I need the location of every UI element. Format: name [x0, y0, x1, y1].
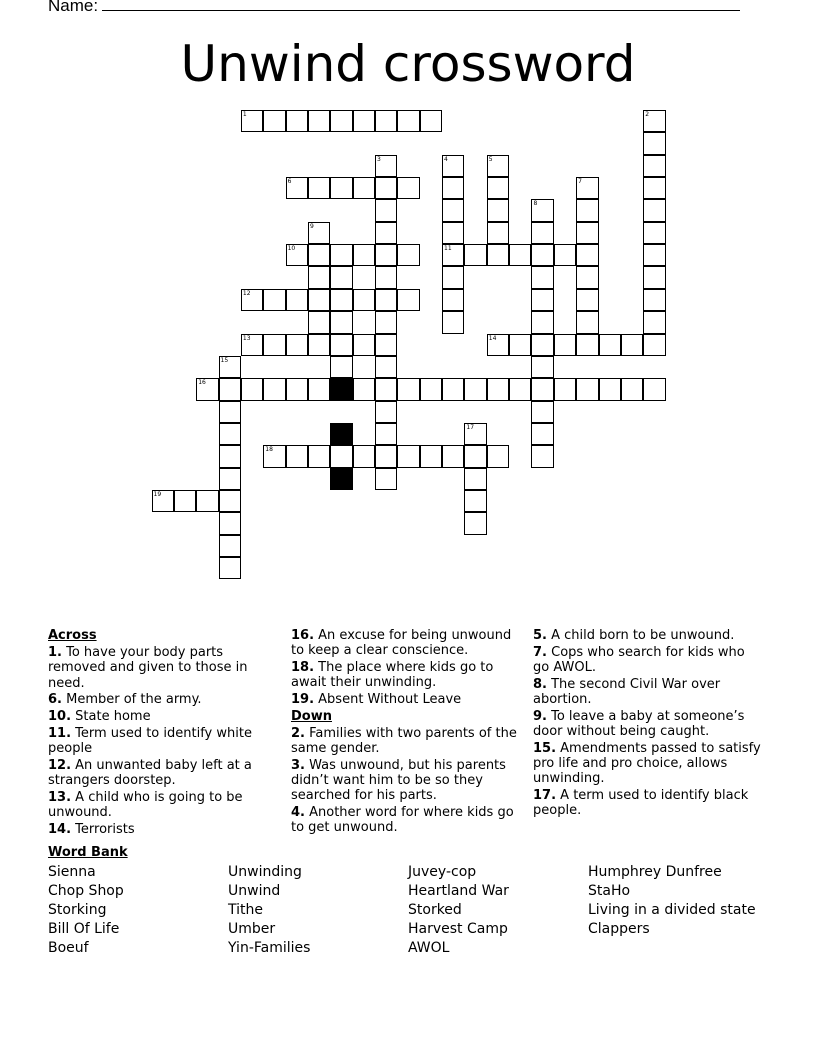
clue-number: 16 — [198, 379, 206, 387]
clue-item-text: Cops who search for kids who go AWOL. — [533, 644, 745, 675]
grid-cell[interactable] — [286, 334, 308, 356]
word-bank-item: Living in a divided state — [588, 902, 756, 918]
clue-item-text: The second Civil War over abortion. — [533, 676, 721, 707]
clue-number: 4 — [444, 155, 448, 163]
clue-number: 5 — [488, 155, 493, 163]
grid-cell[interactable] — [487, 334, 509, 356]
grid-cell[interactable] — [576, 311, 598, 333]
grid-cell[interactable] — [464, 378, 486, 400]
word-bank-item: Tithe — [228, 902, 263, 918]
grid-cell[interactable] — [263, 378, 285, 400]
word-bank-column — [408, 863, 588, 958]
grid-cell[interactable] — [442, 222, 464, 244]
word-bank-heading: Word Bank — [48, 845, 128, 860]
grid-cell[interactable] — [241, 334, 263, 356]
grid-cell[interactable] — [263, 110, 285, 132]
grid-cell[interactable] — [397, 177, 419, 199]
clue-item — [533, 628, 763, 643]
grid-cell[interactable] — [375, 378, 397, 400]
grid-cell[interactable] — [219, 512, 241, 534]
grid-cell[interactable] — [576, 266, 598, 288]
word-bank-item: Humphrey Dunfree — [588, 864, 722, 880]
grid-cell[interactable] — [219, 468, 241, 490]
grid-cell[interactable] — [330, 266, 352, 288]
grid-cell[interactable] — [353, 244, 375, 266]
grid-cell[interactable] — [330, 110, 352, 132]
grid-cell[interactable] — [219, 535, 241, 557]
clue-number: 13 — [242, 334, 251, 342]
word-bank-item: Chop Shop — [48, 883, 124, 899]
grid-cell[interactable] — [397, 244, 419, 266]
clue-item — [48, 758, 270, 788]
grid-cell[interactable] — [621, 334, 643, 356]
grid-cell[interactable] — [442, 445, 464, 467]
grid-cell[interactable] — [308, 222, 330, 244]
grid-cell[interactable] — [442, 244, 464, 266]
clue-item-text: Terrorists — [71, 822, 135, 837]
grid-cell[interactable] — [308, 311, 330, 333]
grid-cell[interactable] — [353, 445, 375, 467]
grid-cell[interactable] — [576, 334, 598, 356]
grid-cell[interactable] — [442, 155, 464, 177]
grid-cell[interactable] — [531, 378, 553, 400]
clue-item-number: 11. — [48, 726, 72, 741]
grid-cell[interactable] — [397, 110, 419, 132]
grid-cell[interactable] — [554, 334, 576, 356]
grid-cell[interactable] — [330, 177, 352, 199]
grid-cell[interactable] — [576, 222, 598, 244]
grid-cell[interactable] — [286, 445, 308, 467]
grid-cell[interactable] — [308, 177, 330, 199]
clue-item — [291, 726, 517, 756]
grid-block — [330, 423, 352, 445]
clue-number: 19 — [153, 490, 162, 498]
grid-cell[interactable] — [375, 199, 397, 221]
grid-cell[interactable] — [241, 378, 263, 400]
clue-item — [48, 692, 270, 707]
grid-cell[interactable] — [442, 199, 464, 221]
clue-number: 3 — [377, 155, 381, 163]
grid-cell[interactable] — [375, 110, 397, 132]
clue-item — [291, 660, 517, 690]
grid-cell[interactable] — [152, 490, 174, 512]
grid-cell[interactable] — [397, 378, 419, 400]
grid-cell[interactable] — [263, 445, 285, 467]
grid-cell[interactable] — [420, 110, 442, 132]
clue-number: 17 — [466, 423, 475, 431]
grid-cell[interactable] — [576, 289, 598, 311]
clue-number: 12 — [242, 289, 251, 297]
grid-cell[interactable] — [353, 334, 375, 356]
grid-cell[interactable] — [219, 378, 241, 400]
across-heading: Across — [48, 628, 97, 643]
grid-cell[interactable] — [576, 199, 598, 221]
grid-cell[interactable] — [442, 378, 464, 400]
grid-cell[interactable] — [464, 423, 486, 445]
grid-cell[interactable] — [308, 334, 330, 356]
grid-cell[interactable] — [219, 557, 241, 579]
grid-cell[interactable] — [330, 289, 352, 311]
clue-number: 8 — [533, 200, 538, 208]
word-bank-item: Umber — [228, 921, 276, 937]
grid-cell[interactable] — [531, 244, 553, 266]
clue-item-text: Amendments passed to satisfy pro life and pro choice, allows unwinding. — [533, 740, 761, 787]
clue-number: 11 — [444, 245, 452, 253]
grid-block — [330, 378, 352, 400]
grid-cell[interactable] — [643, 311, 665, 333]
clue-item-number: 1. — [48, 645, 62, 661]
clue-item — [533, 709, 763, 739]
grid-cell[interactable] — [531, 199, 553, 221]
clue-number: 18 — [265, 446, 273, 454]
name-label: Name: — [48, 0, 99, 15]
grid-cell[interactable] — [219, 445, 241, 467]
word-bank-item: Juvey-cop — [408, 864, 477, 880]
grid-cell[interactable] — [643, 266, 665, 288]
grid-cell[interactable] — [531, 311, 553, 333]
clue-item — [48, 790, 270, 820]
grid-cell[interactable] — [487, 222, 509, 244]
grid-cell[interactable] — [375, 311, 397, 333]
clue-item-text: Families with two parents of the same gender. — [291, 726, 517, 757]
grid-block — [330, 468, 352, 490]
grid-cell[interactable] — [509, 334, 531, 356]
grid-cell[interactable] — [554, 378, 576, 400]
grid-cell[interactable] — [464, 445, 486, 467]
grid-cell[interactable] — [464, 468, 486, 490]
grid-cell[interactable] — [487, 199, 509, 221]
clue-item-text: Was unwound, but his parents didn’t want him to be so they searched for his parts. — [291, 758, 506, 804]
clue-item-number: 16. — [291, 628, 315, 643]
clue-item-text: Another word for where kids go to get unwound. — [291, 805, 514, 836]
clue-item-text: Member of the army. — [61, 692, 202, 708]
clue-item-text: A child born to be unwound. — [546, 628, 735, 643]
grid-cell[interactable] — [576, 378, 598, 400]
clue-number: 9 — [309, 222, 314, 230]
grid-cell[interactable] — [420, 445, 442, 467]
grid-cell[interactable] — [643, 289, 665, 311]
grid-cell[interactable] — [576, 177, 598, 199]
clue-item — [533, 788, 763, 818]
grid-cell[interactable] — [375, 334, 397, 356]
grid-cell[interactable] — [353, 289, 375, 311]
name-field — [48, 0, 748, 16]
word-bank-item: Yin-Families — [228, 940, 311, 956]
grid-cell[interactable] — [397, 289, 419, 311]
clue-number: 10 — [287, 245, 296, 253]
clue-item-text: An excuse for being unwound to keep a clear conscience. — [291, 628, 512, 659]
grid-cell[interactable] — [308, 110, 330, 132]
clue-number: 2 — [645, 111, 650, 118]
word-bank-item: Sienna — [48, 864, 96, 880]
grid-cell[interactable] — [286, 289, 308, 311]
grid-cell[interactable] — [241, 110, 263, 132]
grid-cell[interactable] — [643, 378, 665, 400]
grid-cell[interactable] — [643, 222, 665, 244]
grid-cell[interactable] — [531, 423, 553, 445]
clue-item-text: Term used to identify white people — [48, 726, 252, 757]
clue-item-text: The place where kids go to await their unwinding. — [291, 660, 494, 691]
grid-cell[interactable] — [375, 222, 397, 244]
grid-cell[interactable] — [487, 244, 509, 266]
grid-cell[interactable] — [375, 177, 397, 199]
grid-cell[interactable] — [308, 266, 330, 288]
grid-cell[interactable] — [174, 490, 196, 512]
grid-cell[interactable] — [375, 468, 397, 490]
grid-cell[interactable] — [487, 155, 509, 177]
grid-cell[interactable] — [487, 378, 509, 400]
clue-item-text: A term used to identify black people. — [533, 788, 749, 819]
grid-cell[interactable] — [286, 177, 308, 199]
word-bank-item: AWOL — [408, 940, 450, 956]
clue-item — [533, 645, 763, 675]
grid-cell[interactable] — [531, 356, 553, 378]
clue-item-text: To leave a baby at someone’s door without being caught. — [533, 708, 745, 739]
grid-cell[interactable] — [464, 244, 486, 266]
clue-item-number: 15. — [533, 740, 557, 756]
grid-cell[interactable] — [308, 378, 330, 400]
grid-cell[interactable] — [643, 244, 665, 266]
grid-cell[interactable] — [263, 334, 285, 356]
clue-item-number: 3. — [291, 758, 305, 773]
grid-cell[interactable] — [219, 490, 241, 512]
grid-cell[interactable] — [487, 445, 509, 467]
clue-item — [48, 726, 270, 756]
grid-cell[interactable] — [576, 244, 598, 266]
grid-cell[interactable] — [375, 401, 397, 423]
grid-cell[interactable] — [643, 199, 665, 221]
clue-number: 1 — [242, 111, 247, 118]
clue-item — [48, 822, 270, 837]
grid-cell[interactable] — [330, 244, 352, 266]
word-bank-item: Boeuf — [48, 940, 89, 956]
clue-item-number: 7. — [533, 644, 547, 660]
grid-cell[interactable] — [375, 244, 397, 266]
grid-cell[interactable] — [464, 490, 486, 512]
grid-cell[interactable] — [308, 244, 330, 266]
grid-cell[interactable] — [286, 110, 308, 132]
grid-cell[interactable] — [464, 512, 486, 534]
clue-item-number: 5. — [533, 628, 547, 643]
clue-number: 15 — [220, 356, 229, 364]
clue-item-number: 18. — [291, 660, 315, 675]
clue-item — [291, 805, 517, 835]
clue-item — [48, 645, 270, 691]
word-bank-item: StaHo — [588, 883, 631, 899]
clue-item — [533, 741, 763, 787]
grid-cell[interactable] — [531, 401, 553, 423]
clue-item-number: 12. — [48, 758, 72, 773]
grid-cell[interactable] — [442, 266, 464, 288]
grid-cell[interactable] — [308, 289, 330, 311]
word-bank-item: Storked — [408, 902, 462, 918]
grid-cell[interactable] — [442, 177, 464, 199]
grid-cell[interactable] — [599, 334, 621, 356]
clues-column-3 — [533, 628, 763, 820]
grid-cell[interactable] — [531, 445, 553, 467]
clue-item-number: 9. — [533, 708, 547, 724]
down-heading: Down — [291, 708, 332, 724]
clue-item — [291, 692, 517, 707]
name-underline[interactable] — [102, 0, 740, 11]
word-bank-item: Unwind — [228, 883, 281, 899]
grid-cell[interactable] — [308, 445, 330, 467]
page-title: Unwind crossword — [180, 35, 636, 93]
grid-cell[interactable] — [196, 378, 218, 400]
grid-cell[interactable] — [196, 490, 218, 512]
grid-cell[interactable] — [375, 266, 397, 288]
grid-cell[interactable] — [420, 378, 442, 400]
grid-cell[interactable] — [330, 334, 352, 356]
grid-cell[interactable] — [487, 177, 509, 199]
grid-cell[interactable] — [531, 289, 553, 311]
grid-cell[interactable] — [375, 356, 397, 378]
clue-item-number: 2. — [291, 726, 305, 741]
clue-item-number: 19. — [291, 692, 315, 707]
grid-cell[interactable] — [531, 334, 553, 356]
word-bank-item: Bill Of Life — [48, 921, 120, 937]
grid-cell[interactable] — [219, 423, 241, 445]
word-bank-column — [588, 863, 768, 939]
clue-item-text: A child who is going to be unwound. — [48, 790, 243, 821]
clue-item-number: 10. — [48, 709, 72, 725]
grid-cell[interactable] — [353, 110, 375, 132]
word-bank-item: Unwinding — [228, 864, 302, 880]
grid-cell[interactable] — [621, 378, 643, 400]
grid-cell[interactable] — [643, 177, 665, 199]
clue-item — [291, 758, 517, 804]
word-bank-column — [228, 863, 408, 958]
word-bank-item: Heartland War — [408, 883, 509, 899]
word-bank-item: Harvest Camp — [408, 921, 508, 937]
grid-cell[interactable] — [330, 445, 352, 467]
clue-item — [48, 709, 270, 724]
clue-number: 7 — [578, 178, 582, 186]
clue-item-number: 13. — [48, 790, 72, 805]
grid-cell[interactable] — [219, 356, 241, 378]
grid-cell[interactable] — [330, 311, 352, 333]
grid-cell[interactable] — [643, 132, 665, 154]
grid-cell[interactable] — [643, 334, 665, 356]
grid-cell[interactable] — [353, 378, 375, 400]
grid-cell[interactable] — [330, 356, 352, 378]
grid-cell[interactable] — [509, 378, 531, 400]
clue-item-number: 8. — [533, 676, 547, 692]
grid-cell[interactable] — [397, 445, 419, 467]
grid-cell[interactable] — [375, 155, 397, 177]
grid-cell[interactable] — [554, 244, 576, 266]
clue-item — [291, 628, 517, 658]
grid-cell[interactable] — [286, 244, 308, 266]
word-bank-item: Clappers — [588, 921, 650, 937]
clue-item-number: 6. — [48, 692, 62, 708]
grid-cell[interactable] — [643, 155, 665, 177]
clues-column-1 — [48, 628, 270, 839]
grid-cell[interactable] — [353, 177, 375, 199]
grid-cell[interactable] — [643, 110, 665, 132]
word-bank-column — [48, 863, 228, 958]
clue-item-text: To have your body parts removed and given to those in need. — [48, 645, 248, 691]
grid-cell[interactable] — [375, 445, 397, 467]
clue-item-number: 17. — [533, 788, 557, 803]
clues-column-2 — [291, 628, 517, 837]
clue-item-text: An unwanted baby left at a strangers doorstep. — [48, 758, 252, 789]
grid-cell[interactable] — [219, 401, 241, 423]
grid-cell[interactable] — [442, 289, 464, 311]
clue-item-number: 14. — [48, 822, 72, 837]
clue-item-text: State home — [71, 709, 151, 725]
grid-cell[interactable] — [375, 423, 397, 445]
clue-item-number: 4. — [291, 805, 305, 821]
grid-cell[interactable] — [286, 378, 308, 400]
grid-cell[interactable] — [241, 289, 263, 311]
grid-cell[interactable] — [509, 244, 531, 266]
clue-number: 14 — [488, 334, 497, 342]
grid-cell[interactable] — [599, 378, 621, 400]
word-bank-item: Storking — [48, 902, 107, 918]
grid-cell[interactable] — [531, 222, 553, 244]
grid-cell[interactable] — [375, 289, 397, 311]
clue-number: 6 — [287, 178, 292, 186]
grid-cell[interactable] — [531, 266, 553, 288]
clue-item — [533, 677, 763, 707]
clue-item-text: Absent Without Leave — [314, 692, 462, 707]
grid-cell[interactable] — [442, 311, 464, 333]
grid-cell[interactable] — [263, 289, 285, 311]
